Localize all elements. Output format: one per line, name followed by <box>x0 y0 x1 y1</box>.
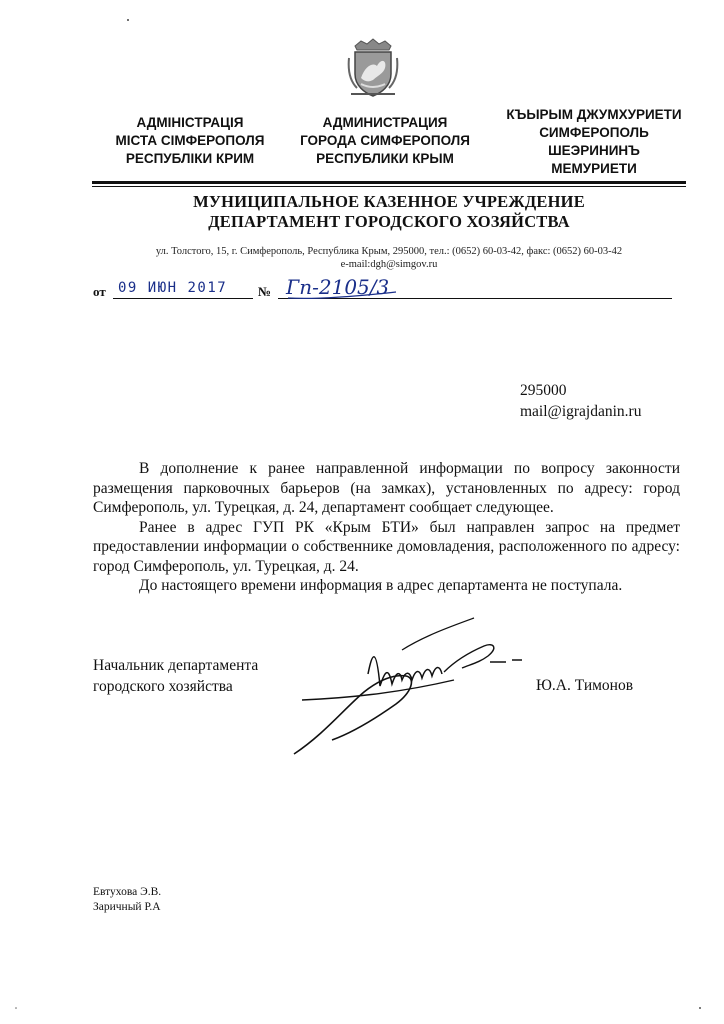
header-russian-line: РЕСПУБЛИКИ КРЫМ <box>316 151 454 166</box>
number-label: № <box>258 284 272 299</box>
email-line: e-mail:dgh@simgov.ru <box>340 259 438 270</box>
header-crimean-tatar-line: МЕМУРИЕТИ <box>551 161 637 176</box>
header-crimean-tatar-line: КЪЫРЫМ ДЖУМХУРИЕТИ <box>506 107 682 122</box>
recipient-email: mail@igrajdanin.ru <box>520 403 642 420</box>
header-crimean-tatar-line: ШЕЭРИНИНЪ <box>548 143 640 158</box>
date-label: от <box>93 284 106 299</box>
signatory-title-line: Начальник департамента <box>93 657 259 674</box>
recipient-postcode: 295000 <box>520 382 567 399</box>
header-russian-line: АДМИНИСТРАЦИЯ <box>322 115 448 130</box>
signatory-name: Ю.А. Тимонов <box>536 677 634 694</box>
header-ukrainian-line: МІСТА СІМФЕРОПОЛЯ <box>115 133 265 148</box>
header-crimean-tatar-line: СИМФЕРОПОЛЬ <box>539 125 649 140</box>
handwritten-number-text: Гп-2105/3 <box>286 275 390 299</box>
signatory-title-line: городского хозяйства <box>93 678 233 695</box>
address-line: ул. Толстого, 15, г. Симферополь, Республика Крым, 295000, тел.: (0652) 60-03-42, факс: (0652) 60-03-42 <box>155 246 623 257</box>
body-paragraph: Ранее в адрес ГУП РК «Крым БТИ» был направлен запрос на предмет предоставлении информации о собственнике домовладения, расположенного по адресу: город Симферополь, ул. Турецкая, д. 24. <box>93 518 680 575</box>
body-paragraph: В дополнение к ранее направленной информации по вопросу законности размещения парковочных барьеров (на замках), установленных по адресу: город Симферополь, ул. Турецкая, д. 24, департамент сообщает следующее. <box>93 460 680 516</box>
organization-line1: МУНИЦИПАЛЬНОЕ КАЗЕННОЕ УЧРЕЖДЕНИЕ <box>193 192 585 211</box>
header-ukrainian-line: РЕСПУБЛІКИ КРИМ <box>125 151 255 166</box>
header-russian-line: ГОРОДА СИМФЕРОПОЛЯ <box>300 133 470 148</box>
contact-person: Заричный Р.А <box>93 901 161 913</box>
organization-line2: ДЕПАРТАМЕНТ ГОРОДСКОГО ХОЗЯЙСТВА <box>208 212 570 231</box>
body-paragraph: До настоящего времени информация в адрес департамента не поступала. <box>139 577 623 594</box>
header-ukrainian-line: АДМІНІСТРАЦІЯ <box>136 115 244 130</box>
contact-person: Евтухова Э.В. <box>93 886 162 898</box>
date-stamp: 09 ИЮН 2017 <box>118 280 228 296</box>
